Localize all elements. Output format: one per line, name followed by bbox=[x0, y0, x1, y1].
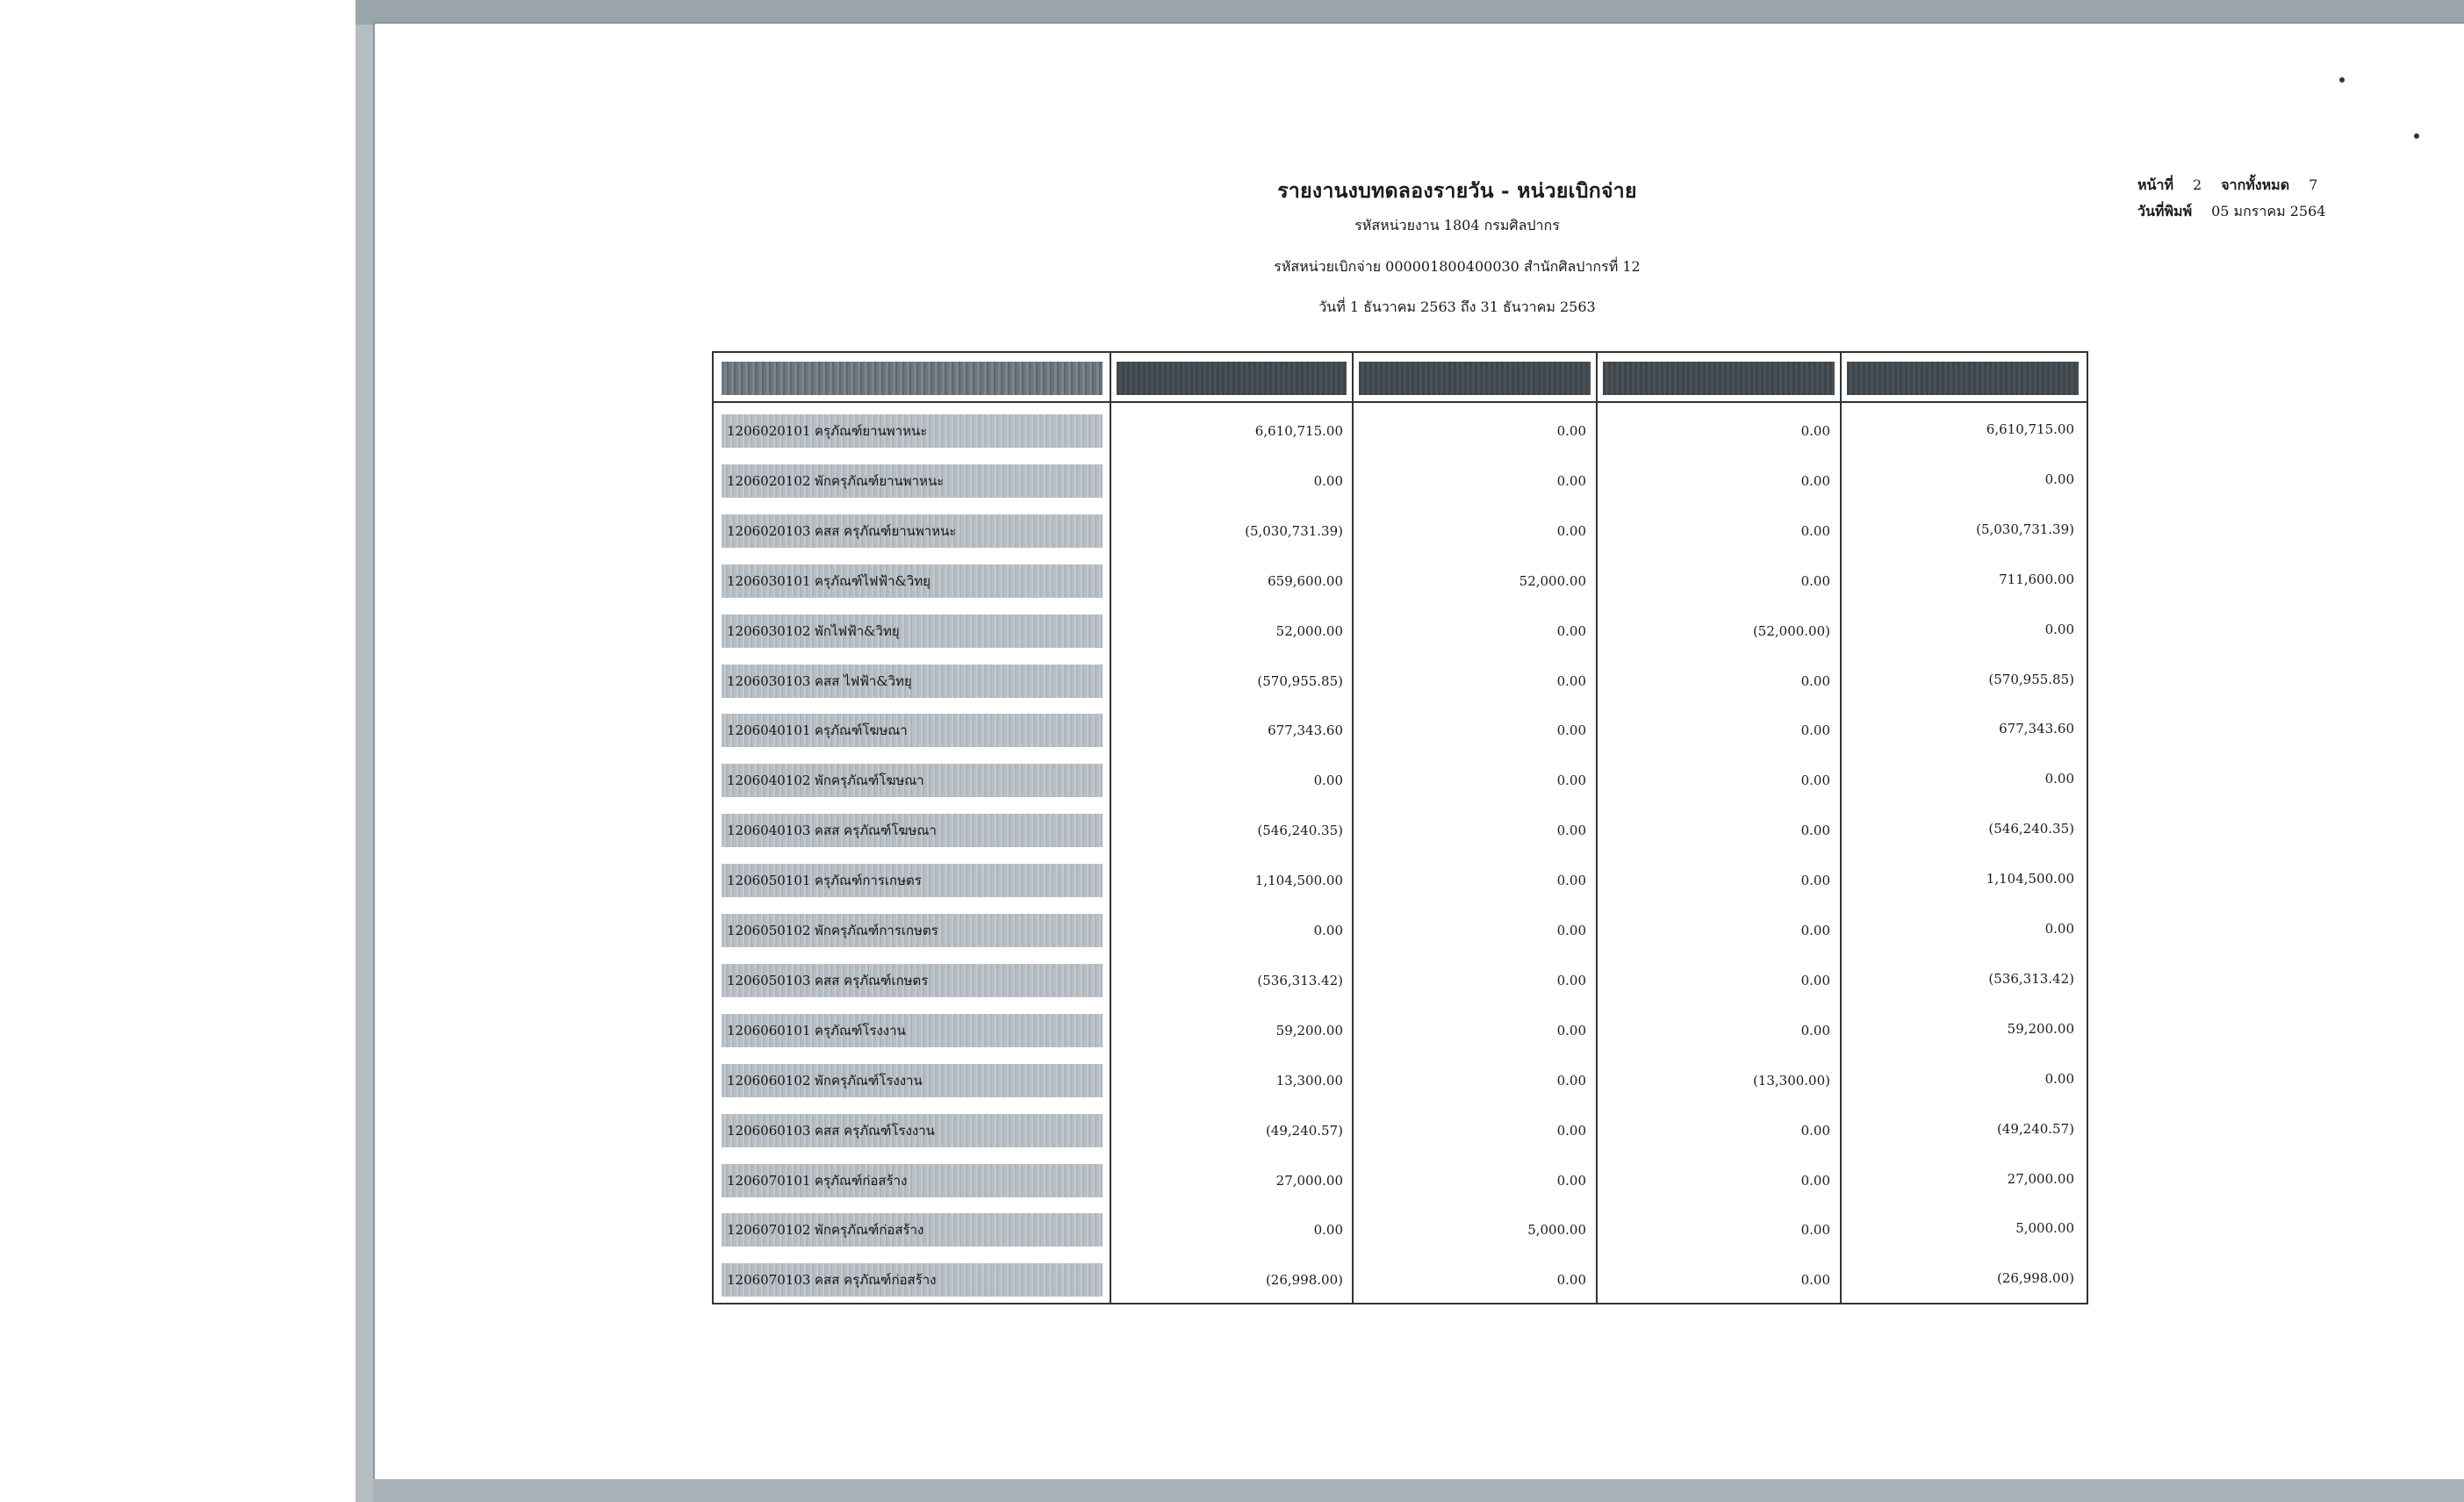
amount-cell: (5,030,731.39) bbox=[1976, 521, 2074, 537]
header-separator bbox=[714, 401, 2087, 403]
table-row bbox=[722, 964, 1103, 997]
table-row bbox=[722, 864, 1103, 897]
account-name: ครุภัณฑ์การเกษตร bbox=[815, 873, 922, 888]
account-code: 1206020103 bbox=[727, 523, 811, 539]
amount-cell: 0.00 bbox=[1800, 573, 1830, 589]
account-code: 1206060103 bbox=[727, 1123, 811, 1139]
amount-cell: 0.00 bbox=[1556, 823, 1586, 838]
header-cell-col1 bbox=[1117, 362, 1347, 395]
account-code: 1206060101 bbox=[727, 1023, 811, 1038]
amount-cell: (570,955.85) bbox=[1988, 672, 2074, 687]
table-row bbox=[722, 514, 1103, 548]
account-code: 1206050101 bbox=[727, 873, 811, 888]
amount-cell: 0.00 bbox=[1800, 1222, 1830, 1238]
amount-cell: 0.00 bbox=[1556, 1173, 1586, 1189]
amount-cell: 59,200.00 bbox=[1275, 1023, 1343, 1038]
amount-cell: 0.00 bbox=[1556, 423, 1586, 439]
table-row bbox=[722, 714, 1103, 747]
account-code: 1206020102 bbox=[727, 473, 811, 489]
amount-cell: 0.00 bbox=[1313, 1222, 1343, 1238]
table-row bbox=[722, 614, 1103, 648]
amount-cell: 52,000.00 bbox=[1519, 573, 1586, 589]
page-label: หน้าที่ bbox=[2137, 176, 2174, 193]
amount-cell: 0.00 bbox=[1556, 973, 1586, 988]
amount-cell: (13,300.00) bbox=[1752, 1073, 1830, 1089]
amount-cell: (546,240.35) bbox=[1257, 823, 1343, 838]
amount-cell: 0.00 bbox=[1800, 473, 1830, 489]
amount-cell: 0.00 bbox=[1800, 973, 1830, 988]
amount-cell: 6,610,715.00 bbox=[1254, 423, 1343, 439]
amount-cell: 677,343.60 bbox=[1999, 721, 2074, 737]
amount-cell: (52,000.00) bbox=[1752, 623, 1830, 639]
amount-cell: (5,030,731.39) bbox=[1245, 523, 1343, 539]
amount-cell: 0.00 bbox=[1556, 473, 1586, 489]
print-date-label: วันที่พิมพ์ bbox=[2137, 203, 2193, 219]
amount-cell: 1,104,500.00 bbox=[1986, 871, 2074, 887]
amount-cell: 0.00 bbox=[1556, 722, 1586, 738]
amount-cell: 0.00 bbox=[1800, 1123, 1830, 1139]
amount-cell: 0.00 bbox=[1800, 873, 1830, 888]
column-divider bbox=[1352, 353, 1354, 1303]
amount-cell: (570,955.85) bbox=[1257, 673, 1343, 689]
column-divider bbox=[1840, 353, 1842, 1303]
amount-cell: 0.00 bbox=[2044, 771, 2074, 787]
account-code: 1206030102 bbox=[727, 623, 811, 639]
account-code: 1206040101 bbox=[727, 722, 811, 738]
account-code: 1206020101 bbox=[727, 423, 811, 439]
amount-cell: 0.00 bbox=[1800, 1272, 1830, 1288]
amount-cell: 0.00 bbox=[1800, 773, 1830, 788]
amount-cell: 659,600.00 bbox=[1268, 573, 1343, 589]
account-name: คสส ครุภัณฑ์โรงงาน bbox=[815, 1123, 935, 1139]
table-row bbox=[722, 414, 1103, 448]
amount-cell: 13,300.00 bbox=[1275, 1073, 1343, 1089]
amount-cell: (536,313.42) bbox=[1988, 971, 2074, 987]
amount-cell: 0.00 bbox=[2044, 1071, 2074, 1087]
amount-cell: 0.00 bbox=[1556, 923, 1586, 938]
account-code: 1206040102 bbox=[727, 773, 811, 788]
amount-cell: 0.00 bbox=[1556, 1272, 1586, 1288]
amount-cell: 5,000.00 bbox=[2015, 1220, 2074, 1236]
column-divider bbox=[1596, 353, 1598, 1303]
account-name: พักครุภัณฑ์โรงงาน bbox=[815, 1073, 923, 1089]
table-row bbox=[722, 814, 1103, 847]
amount-cell: 0.00 bbox=[2044, 921, 2074, 937]
account-code: 1206040103 bbox=[727, 823, 811, 838]
amount-cell: 711,600.00 bbox=[1999, 571, 2074, 587]
account-code: 1206030103 bbox=[727, 673, 811, 689]
table-row bbox=[722, 1064, 1103, 1097]
table-row bbox=[722, 914, 1103, 947]
amount-cell: 677,343.60 bbox=[1268, 722, 1343, 738]
amount-cell: 0.00 bbox=[1800, 1023, 1830, 1038]
table-row bbox=[722, 665, 1103, 698]
amount-cell: 0.00 bbox=[1313, 923, 1343, 938]
header-cell-account bbox=[722, 362, 1103, 395]
amount-cell: 0.00 bbox=[1556, 1073, 1586, 1089]
header-cell-col4 bbox=[1847, 362, 2079, 395]
account-name: คสส ครุภัณฑ์เกษตร bbox=[815, 973, 929, 988]
account-name: คสส ครุภัณฑ์ก่อสร้าง bbox=[815, 1272, 937, 1288]
scan-speck bbox=[2414, 133, 2419, 139]
account-code: 1206070101 bbox=[727, 1173, 811, 1189]
amount-cell: 0.00 bbox=[1800, 673, 1830, 689]
account-name: พักครุภัณฑ์การเกษตร bbox=[815, 923, 938, 938]
scan-speck bbox=[2339, 77, 2345, 83]
amount-cell: 0.00 bbox=[1313, 473, 1343, 489]
amount-cell: 27,000.00 bbox=[2007, 1171, 2074, 1187]
account-name: ครุภัณฑ์ก่อสร้าง bbox=[815, 1173, 908, 1189]
agency-line: รหัสหน่วยงาน 1804 กรมศิลปากร bbox=[1354, 217, 1560, 234]
page-meta bbox=[2137, 172, 2325, 225]
amount-cell: 5,000.00 bbox=[1527, 1222, 1586, 1238]
amount-cell: 0.00 bbox=[1313, 773, 1343, 788]
account-name: คสส ครุภัณฑ์ยานพาหนะ bbox=[815, 523, 957, 539]
amount-cell: (26,998.00) bbox=[1265, 1272, 1343, 1288]
amount-cell: (49,240.57) bbox=[1996, 1121, 2074, 1137]
account-name: ครุภัณฑ์ไฟฟ้า&วิทยุ bbox=[815, 573, 931, 589]
amount-cell: (26,998.00) bbox=[1996, 1270, 2074, 1286]
total-pages: 7 bbox=[2309, 176, 2318, 193]
account-name: คสส ไฟฟ้า&วิทยุ bbox=[815, 673, 912, 689]
account-name: คสส ครุภัณฑ์โฆษณา bbox=[815, 823, 937, 838]
total-label: จากทั้งหมด bbox=[2221, 176, 2290, 193]
amount-cell: 52,000.00 bbox=[1275, 623, 1343, 639]
scanner-top-edge bbox=[356, 0, 2464, 25]
header-cell-col2 bbox=[1359, 362, 1591, 395]
account-code: 1206050102 bbox=[727, 923, 811, 938]
amount-cell: 0.00 bbox=[1800, 923, 1830, 938]
amount-cell: (546,240.35) bbox=[1988, 821, 2074, 837]
page-number: 2 bbox=[2193, 176, 2202, 193]
account-name: พักครุภัณฑ์โฆษณา bbox=[815, 773, 924, 788]
amount-cell: (49,240.57) bbox=[1265, 1123, 1343, 1139]
table-row bbox=[722, 1263, 1103, 1297]
amount-cell: 0.00 bbox=[1556, 873, 1586, 888]
table-row bbox=[722, 1014, 1103, 1047]
amount-cell: 0.00 bbox=[1556, 1023, 1586, 1038]
account-name: ครุภัณฑ์ยานพาหนะ bbox=[815, 423, 928, 439]
amount-cell: 0.00 bbox=[1800, 722, 1830, 738]
amount-cell: 1,104,500.00 bbox=[1254, 873, 1343, 888]
amount-cell: (536,313.42) bbox=[1257, 973, 1343, 988]
table-row bbox=[722, 1164, 1103, 1197]
amount-cell: 0.00 bbox=[2044, 471, 2074, 487]
print-date: 05 มกราคม 2564 bbox=[2211, 203, 2326, 219]
amount-cell: 0.00 bbox=[1556, 773, 1586, 788]
amount-cell: 0.00 bbox=[2044, 622, 2074, 637]
table-row bbox=[722, 1114, 1103, 1147]
account-name: พักครุภัณฑ์ก่อสร้าง bbox=[815, 1222, 924, 1238]
account-code: 1206030101 bbox=[727, 573, 811, 589]
amount-cell: 6,610,715.00 bbox=[1986, 421, 2074, 437]
account-name: พักไฟฟ้า&วิทยุ bbox=[815, 623, 900, 639]
account-code: 1206070102 bbox=[727, 1222, 811, 1238]
amount-cell: 0.00 bbox=[1556, 623, 1586, 639]
table-row bbox=[722, 764, 1103, 797]
account-code: 1206060102 bbox=[727, 1073, 811, 1089]
amount-cell: 0.00 bbox=[1556, 673, 1586, 689]
account-name: ครุภัณฑ์โรงงาน bbox=[815, 1023, 906, 1038]
table-row bbox=[722, 564, 1103, 598]
table-row bbox=[722, 1213, 1103, 1247]
amount-cell: 27,000.00 bbox=[1275, 1173, 1343, 1189]
header-cell-col3 bbox=[1603, 362, 1835, 395]
amount-cell: 0.00 bbox=[1800, 423, 1830, 439]
report-title: รายงานงบทดลองรายวัน - หน่วยเบิกจ่าย bbox=[1277, 179, 1637, 203]
amount-cell: 0.00 bbox=[1556, 1123, 1586, 1139]
account-code: 1206050103 bbox=[727, 973, 811, 988]
amount-cell: 0.00 bbox=[1800, 1173, 1830, 1189]
amount-cell: 0.00 bbox=[1800, 523, 1830, 539]
amount-cell: 0.00 bbox=[1800, 823, 1830, 838]
trial-balance-table bbox=[712, 351, 2088, 1304]
period-line: วันที่ 1 ธันวาคม 2563 ถึง 31 ธันวาคม 2563 bbox=[1318, 298, 1596, 315]
account-name: พักครุภัณฑ์ยานพาหนะ bbox=[815, 473, 945, 489]
account-name: ครุภัณฑ์โฆษณา bbox=[815, 722, 908, 738]
amount-cell: 59,200.00 bbox=[2007, 1021, 2074, 1037]
scanner-edge bbox=[356, 0, 373, 1502]
column-divider bbox=[1110, 353, 1111, 1303]
disbursement-unit-line: รหัสหน่วยเบิกจ่าย 000001800400030 สำนักศิลปากรที่ 12 bbox=[1274, 258, 1641, 275]
account-code: 1206070103 bbox=[727, 1272, 811, 1288]
table-row bbox=[722, 464, 1103, 498]
amount-cell: 0.00 bbox=[1556, 523, 1586, 539]
